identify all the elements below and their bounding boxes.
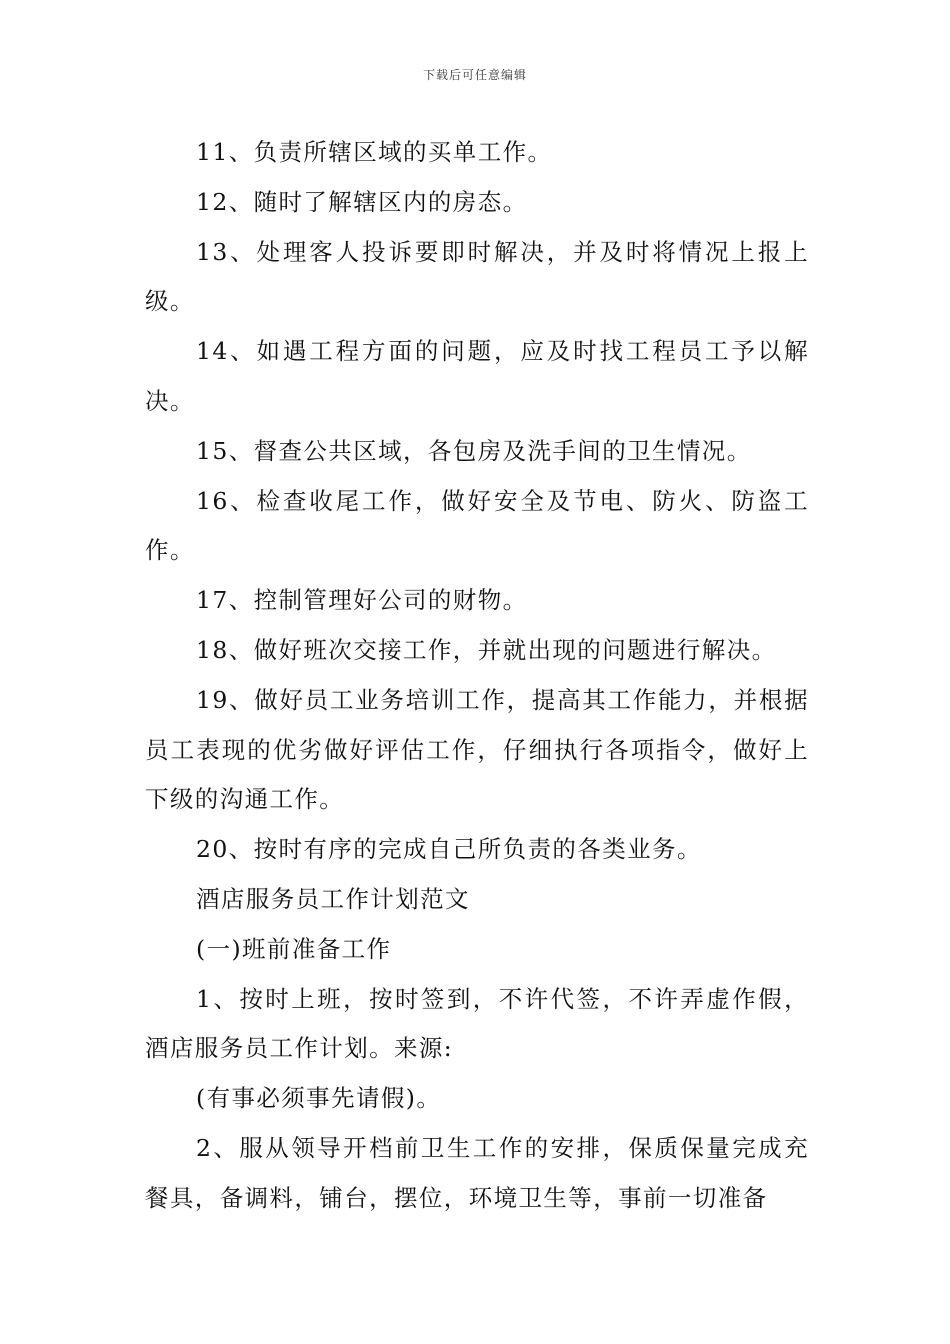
paragraph-item-2: 2、服从领导开档前卫生工作的安排，保质保量完成充餐具，备调料，铺台，摆位，环境卫生等，事前一切准备 (145, 1133, 809, 1212)
paragraph-item-13: 13、处理客人投诉要即时解决，并及时将情况上报上级。 (145, 237, 809, 316)
paragraph-item-17: 17、控制管理好公司的财物。 (196, 586, 528, 615)
subsection-heading: (一)班前准备工作 (196, 934, 392, 963)
paragraph-item-20: 20、按时有序的完成自己所负责的各类业务。 (196, 835, 702, 864)
paragraph-item-14: 14、如遇工程方面的问题，应及时找工程员工予以解决。 (145, 337, 809, 415)
paragraph-item-16: 16、检查收尾工作，做好安全及节电、防火、防盗工作。 (145, 486, 809, 565)
section-title: 酒店服务员工作计划范文 (196, 884, 470, 913)
paragraph-item-19: 19、做好员工业务培训工作，提高其工作能力，并根据员工表现的优劣做好评估工作，仔细执行各项指令，做好上下级的沟通工作。 (145, 685, 809, 814)
paragraph-item-12: 12、随时了解辖区内的房态。 (196, 187, 528, 216)
page-header-watermark: 下载后可任意编辑 (422, 68, 527, 82)
paragraph-item-11: 11、负责所辖区域的买单工作。 (196, 138, 553, 166)
paragraph-note: (有事必须事先请假)。 (196, 1084, 442, 1113)
document-body (145, 128, 809, 1224)
paragraph-item-1: 1、按时上班，按时签到，不许代签，不许弄虚作假，酒店服务员工作计划。来源: (145, 984, 809, 1063)
paragraph-item-15: 15、督查公共区域，各包房及洗手间的卫生情况。 (196, 436, 752, 465)
paragraph-item-18: 18、做好班次交接工作，并就出现的问题进行解决。 (196, 635, 777, 664)
